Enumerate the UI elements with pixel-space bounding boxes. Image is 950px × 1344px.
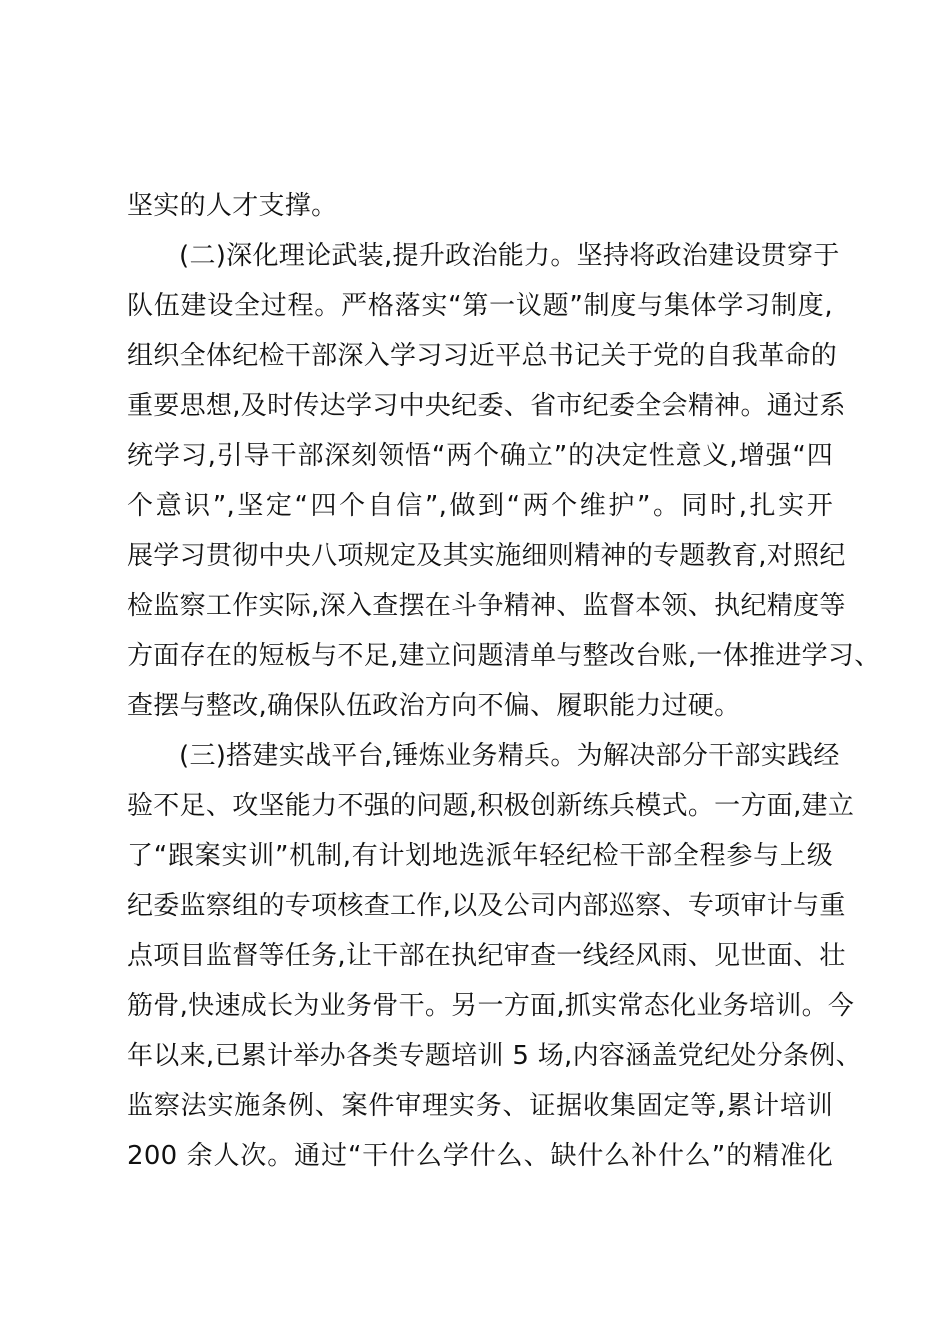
text-line: 个意识”,坚定“四个自信”,做到“两个维护”。同时,扎实开 <box>127 491 833 521</box>
text-line: 了“跟案实训”机制,有计划地选派年轻纪检干部全程参与上级 <box>127 841 833 871</box>
text-line: 点项目监督等任务,让干部在执纪审查一线经风雨、见世面、壮 <box>127 941 846 971</box>
text-line: 年以来,已累计举办各类专题培训 5 场,内容涵盖党纪处分条例、 <box>127 1041 862 1071</box>
text-line: 监察法实施条例、案件审理实务、证据收集固定等,累计培训 <box>127 1091 833 1121</box>
text-line: 检监察工作实际,深入查摆在斗争精神、监督本领、执纪精度等 <box>127 591 846 621</box>
text-line: 筋骨,快速成长为业务骨干。另一方面,抓实常态化业务培训。今 <box>127 991 855 1021</box>
text-line: 统学习,引导干部深刻领悟“两个确立”的决定性意义,增强“四 <box>127 441 833 471</box>
text-line: 队伍建设全过程。严格落实“第一议题”制度与集体学习制度, <box>127 291 833 321</box>
section-heading-line: (三)搭建实战平台,锤炼业务精兵。为解决部分干部实践经 <box>179 741 840 771</box>
text-line: 查摆与整改,确保队伍政治方向不偏、履职能力过硬。 <box>127 691 741 721</box>
text-line: 坚实的人才支撑。 <box>127 191 338 221</box>
text-line: 方面存在的短板与不足,建立问题清单与整改台账,一体推进学习、 <box>127 641 881 671</box>
text-line: 200 余人次。通过“干什么学什么、缺什么补什么”的精准化 <box>127 1141 833 1171</box>
text-line: 展学习贯彻中央八项规定及其实施细则精神的专题教育,对照纪 <box>127 541 846 571</box>
section-heading-line: (二)深化理论武装,提升政治能力。坚持将政治建设贯穿于 <box>179 241 840 271</box>
text-line: 组织全体纪检干部深入学习习近平总书记关于党的自我革命的 <box>127 341 838 371</box>
text-line: 验不足、攻坚能力不强的问题,积极创新练兵模式。一方面,建立 <box>127 791 855 821</box>
text-line: 纪委监察组的专项核查工作,以及公司内部巡察、专项审计与重 <box>127 891 846 921</box>
text-line: 重要思想,及时传达学习中央纪委、省市纪委全会精神。通过系 <box>127 391 846 421</box>
